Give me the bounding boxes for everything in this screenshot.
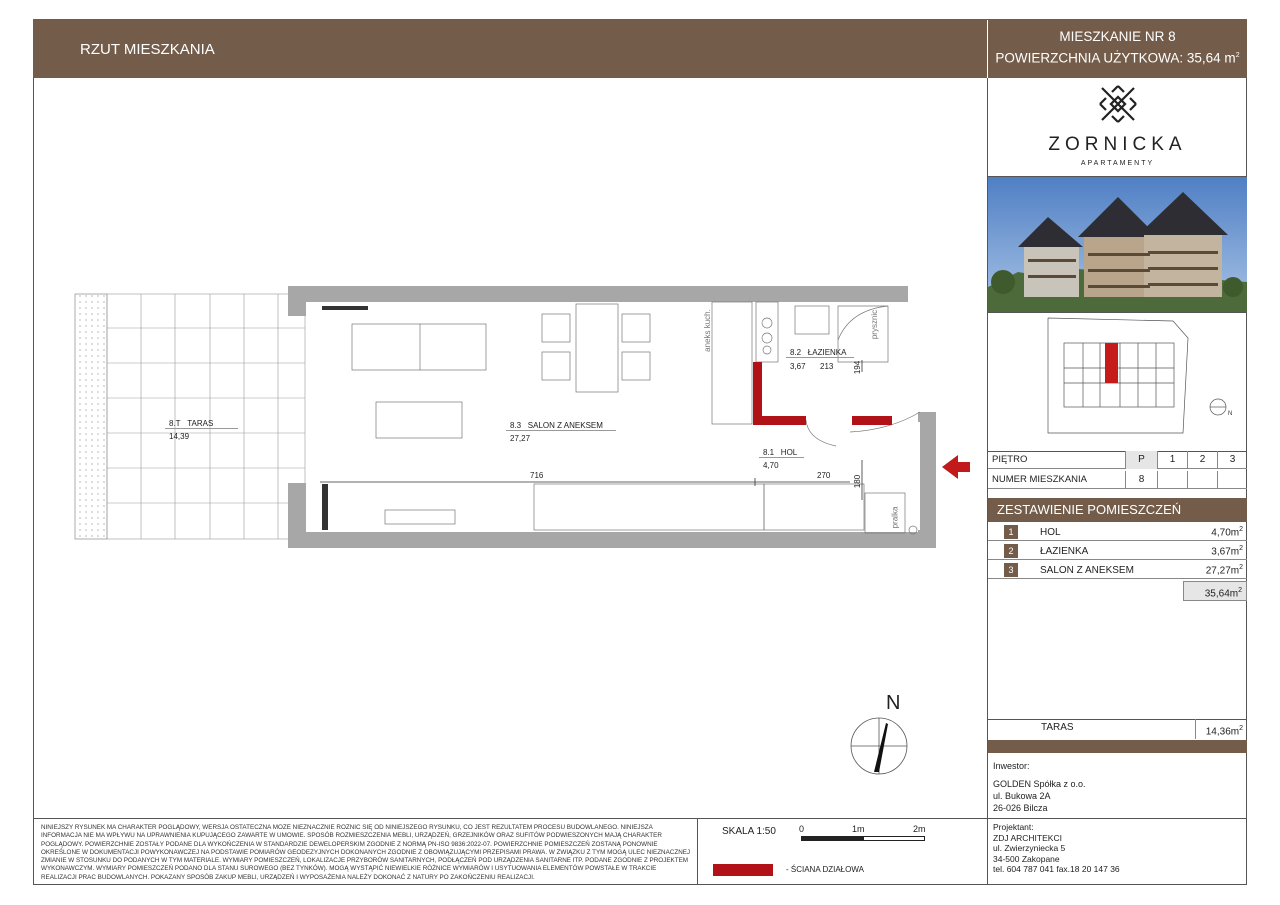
room-number-badge: 1 — [1004, 525, 1018, 539]
room-name-terrace: TARAS — [187, 419, 214, 428]
investor-block — [993, 760, 1086, 814]
rooms-table-title: ZESTAWIENIE POMIESZCZEŃ — [997, 502, 1182, 517]
designer-label: Projektant: — [993, 822, 1034, 832]
floor-label: PIĘTRO — [992, 454, 1028, 465]
scale-bar — [801, 836, 925, 841]
divider — [786, 357, 854, 358]
designer-block — [993, 822, 1120, 875]
terrace-area: $14,36m^2$ — [1195, 719, 1247, 739]
floor-row — [988, 451, 1247, 469]
dim-270: 270 — [817, 471, 831, 480]
building-rendering — [988, 177, 1247, 313]
floor-cell-3: 3 — [1217, 451, 1247, 469]
empty-cell — [1187, 471, 1217, 489]
designer-line: tel. 604 787 041 fax.18 20 147 36 — [993, 864, 1120, 874]
investor-line: 26-026 Bilcza — [993, 803, 1048, 813]
room-area-hall: 4,70 — [763, 461, 779, 470]
room-name-hall: HOL — [780, 448, 798, 457]
wall-legend-swatch — [713, 864, 773, 876]
site-plan — [988, 313, 1247, 452]
investor-line: GOLDEN Spółka z o.o. — [993, 779, 1086, 789]
room-area-salon: 27,27 — [510, 434, 531, 443]
rooms-table-header — [988, 498, 1247, 522]
designer-line: ZDJ ARCHITEKCI — [993, 832, 1062, 843]
divider — [987, 818, 988, 885]
room-name: ŁAZIENKA — [1040, 546, 1089, 557]
brand-logo-icon — [1098, 84, 1138, 124]
investor-label: Inwestor: — [993, 761, 1030, 771]
terrace-label: TARAS — [1041, 722, 1074, 733]
floor-table — [988, 451, 1247, 491]
scale-tick-0: 0 — [799, 824, 805, 834]
dim-194: 194 — [853, 360, 863, 375]
dim-180: 180 — [853, 474, 863, 489]
divider — [759, 457, 804, 458]
room-row — [988, 523, 1247, 541]
north-label: N — [886, 692, 901, 714]
brand-block — [988, 78, 1247, 177]
room-id-terrace: 8.T — [169, 419, 181, 428]
room-row — [988, 542, 1247, 560]
rooms-table — [988, 523, 1247, 603]
empty-cell — [1217, 471, 1247, 489]
floor-cell-2: 2 — [1187, 451, 1217, 469]
disclaimer-text: NINIEJSZY RYSUNEK MA CHARAKTER POGLĄDOWY, WERSJA OSTATECZNA MOŻE NIEZNACZNIE RÓŻNIĆ SIĘ OD NINIEJSZEGO RYSUNKU, CO JEST REZULTATEM PROCESU BUDOWLANEGO. NINIEJSZA INFORMACJA NIE MA WPŁYWU NA UPRAWNIENIA KUPUJĄCEGO ZAWARTE W UMOWIE. SPOSÓB ROZMIESZCZENIA MEBLI, URZĄDZEŃ, GRZEJNIKÓW ORAZ SUFITÓW PODWIESZONYCH MAJĄ CHARAKTER POGLĄDOWY. POWIERZCHNIE ZOSTAŁY PODANE DLA WYKOŃCZENIA W STANDARDZIE DEWELOPERSKIM ZGODNIE Z NORMĄ PN-ISO 9836:2022-07. POWIERZCHNIE POMIESZCZEŃ ZOSTANĄ PONOWNIE OKREŚLONE W DOKUMENTACJI POWYKONAWCZEJ NA PODSTAWIE POMIARÓW GEODEZYJNYCH DOKONANYCH ZGODNIE Z OBOWIĄZUJĄCYMI PRZEPISAMI PRAWA. W ZWIĄZKU Z TYM MOGĄ ULEC NIEZNACZNEJ ZMIANIE W STOSUNKU DO PODANYCH W TYM MATERIALE. WYMIARY POMIESZCZEŃ, LOKALIZACJE PRZYBORÓW SANITARNYCH, PODŁĄCZEŃ POD URZĄDZENIA SANITARNE ITP. PODANE ZGODNIE Z PROJEKTEM WYKONAWCZYM. WYMIARY POMIESZCZEŃ PODANO DLA STANU SUROWEGO (BEZ TYNKÓW). MOGĄ WYSTĄPIĆ NIEWIELKIE RÓŻNICE WYMIARÓW I USYTUOWANIA ELEMENTÓW POWSTAŁE W TRAKCIE REALIZACJI PRAC BUDOWLANYCH. POKAZANY SPOSÓB ZAKUP MEBLI, URZĄDZEŃ I WYPOSAŻENIA NALEŻY DOKONAĆ Z NATURY PO ZAKOŃCZENIU REALIZACJI. — [41, 824, 691, 880]
apartment-number: MIESZKANIE NR 8 — [1059, 29, 1176, 44]
apartment-area: POWIERZCHNIA UŻYTKOWA: 35,64 $m^2$ — [995, 50, 1240, 66]
room-name: HOL — [1040, 527, 1061, 538]
rooms-total: $35,64m^2$ — [1183, 581, 1247, 601]
designer-line: ul. Zwierzyniecka 5 — [993, 843, 1066, 853]
room-id-hall: 8.1 — [763, 448, 775, 457]
scale-tick-2m: 2m — [913, 824, 926, 834]
room-area-bath: 3,67 — [790, 362, 806, 371]
apartment-number-row — [988, 471, 1247, 489]
brand-name: ZORNICKA — [1048, 134, 1187, 155]
shower-label: prysznic — [870, 309, 880, 340]
site-plan-north-label: N — [1228, 411, 1233, 417]
room-name-bath: ŁAZIENKA — [807, 348, 847, 357]
apartment-number-value: 8 — [1125, 471, 1157, 489]
room-number-badge: 2 — [1004, 544, 1018, 558]
room-name-salon: SALON Z ANEKSEM — [527, 421, 603, 430]
header-right — [988, 19, 1247, 78]
floor-cell-1: 1 — [1157, 451, 1187, 469]
page-title: RZUT MIESZKANIA — [80, 41, 215, 58]
kitchen-label: aneks kuch. — [702, 309, 712, 352]
room-area: $27,27m^2$ — [1205, 564, 1243, 577]
room-area: $3,67m^2$ — [1211, 545, 1243, 558]
room-id-bath: 8.2 — [790, 348, 802, 357]
wall-legend-label: - ŚCIANA DZIAŁOWA — [786, 865, 864, 874]
empty-cell — [1157, 471, 1187, 489]
floor-cell-p: P — [1125, 451, 1157, 469]
room-row — [988, 561, 1247, 579]
washer-label: pralka — [890, 506, 900, 529]
terrace-bar — [988, 740, 1247, 753]
footer-divider — [33, 818, 1247, 819]
divider — [697, 818, 698, 885]
brand-subtitle: APARTAMENTY — [1080, 160, 1155, 167]
room-name: SALON Z ANEKSEM — [1040, 565, 1134, 576]
divider — [506, 430, 616, 431]
room-area-terrace: 14,39 — [169, 432, 190, 441]
investor-line: ul. Bukowa 2A — [993, 791, 1051, 801]
dim-716: 716 — [530, 471, 544, 480]
room-number-badge: 3 — [1004, 563, 1018, 577]
divider — [165, 428, 238, 429]
apartment-number-label: NUMER MIESZKANIA — [992, 474, 1088, 485]
room-id-salon: 8.3 — [510, 421, 522, 430]
designer-line: 34-500 Zakopane — [993, 853, 1060, 864]
scale-label: SKALA 1:50 — [722, 826, 776, 837]
room-area: $4,70m^2$ — [1211, 526, 1243, 539]
room-dim-bath: 213 — [820, 362, 834, 371]
scale-tick-1m: 1m — [852, 824, 865, 834]
